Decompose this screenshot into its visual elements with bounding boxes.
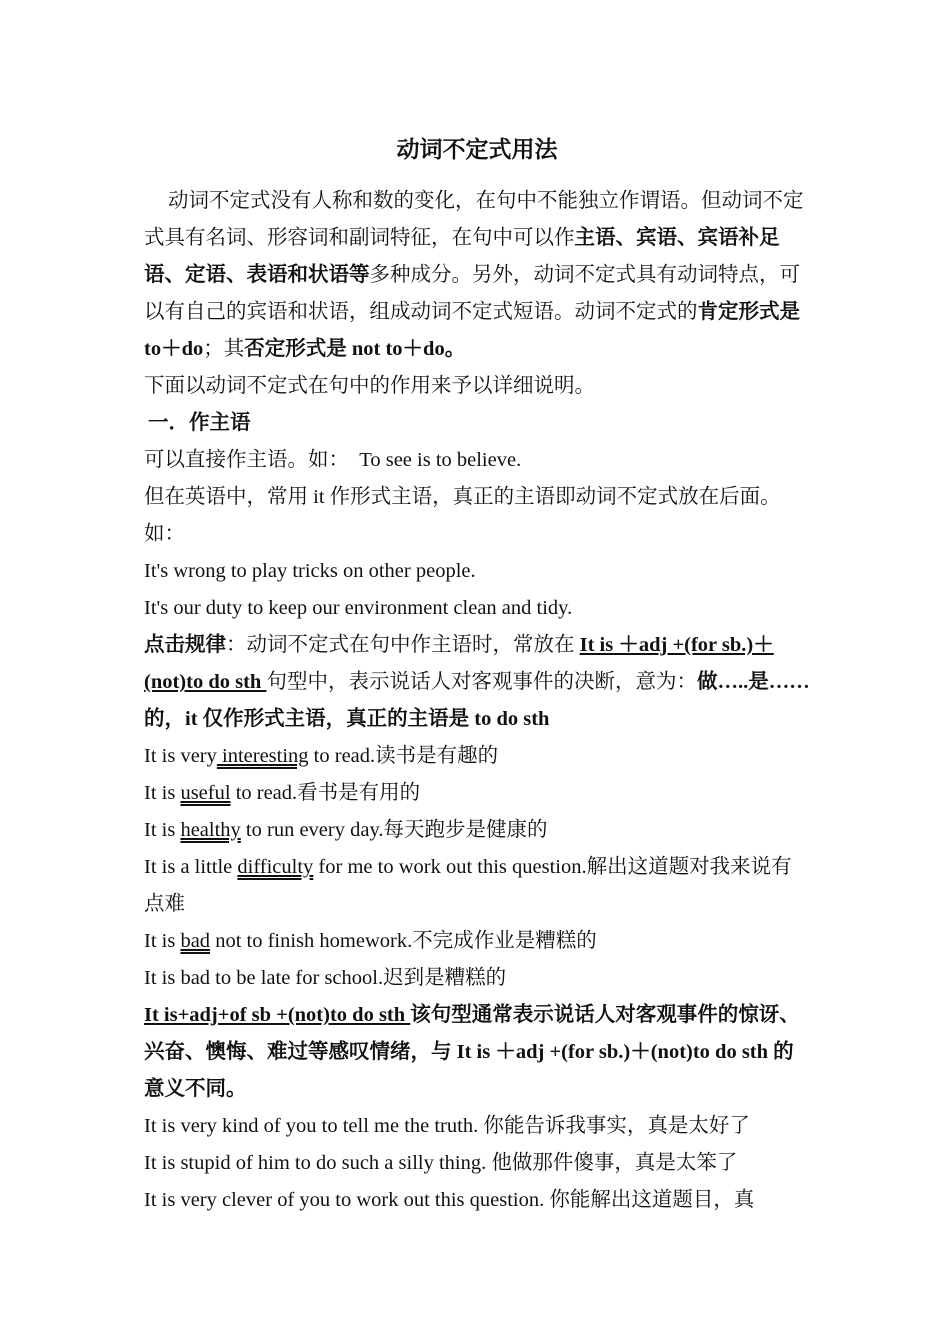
example-sentence xyxy=(144,738,810,775)
example-sentence xyxy=(144,812,810,849)
example-adjective: bad xyxy=(180,930,211,952)
example-post: to read.看书是有用的 xyxy=(230,782,421,804)
example-post: to read.读书是有趣的 xyxy=(308,745,499,767)
intro-paragraph xyxy=(144,183,810,368)
example-sentence: It is stupid of him to do such a silly thing. 他做那件傻事，真是太笨了 xyxy=(144,1152,738,1174)
example-pre: It is very xyxy=(144,745,217,767)
example-pre: It is a little xyxy=(144,856,238,878)
intro-text-c: 多种成分。另外，动词不定式具有动词特点，可以有自己的宾语和状语，组成动词不定式短语。动词不定式的 xyxy=(144,264,800,323)
intro-negative-form: 否定形式是 not to＋do。 xyxy=(244,338,466,360)
intro-text-a: 动词不定式没有人称和数的变化，在句中不能独立作谓语。但动词不定式具有名词、形容词和副词特征，在句中可以作 xyxy=(144,190,804,249)
example-sentence xyxy=(144,923,810,960)
section-heading-subject: 一．作主语 xyxy=(148,412,251,434)
intro-positive-form: 肯定形式是 to＋do xyxy=(144,301,800,360)
example-sentence xyxy=(144,849,810,923)
rule-label: 点击规律 xyxy=(144,634,226,656)
example-adjective: useful xyxy=(180,782,231,804)
page-title: 动词不定式用法 xyxy=(396,137,558,162)
example-post: to run every day.每天跑步是健康的 xyxy=(240,819,548,841)
subject-direct-line: 可以直接作主语。如： To see is to believe. xyxy=(144,449,522,471)
rule2-paragraph xyxy=(144,997,810,1108)
document-body xyxy=(144,131,810,1219)
example-pre: It is xyxy=(144,782,181,804)
intro-functions-bold: 主语、宾语、宾语补足语、定语、表语和状语等 xyxy=(144,227,780,286)
rule-pattern: It is ＋adj +(for sb.)＋(not)to do sth xyxy=(144,634,774,693)
example-sentence: It's wrong to play tricks on other people. xyxy=(144,560,476,582)
example-pre: It is xyxy=(144,819,181,841)
example-adjective: healthy xyxy=(180,819,241,841)
example-adjective: difficulty xyxy=(237,856,314,878)
example-sentence: It is very clever of you to work out this question. 你能解出这道题目，真 xyxy=(144,1189,755,1211)
example-pre: It is xyxy=(144,930,181,952)
example-post: for me to work out this question.解出这道题对我来说有点难 xyxy=(144,856,792,915)
subject-formal-it-line: 但在英语中，常用 it 作形式主语，真正的主语即动词不定式放在后面。如： xyxy=(144,486,781,545)
intro-text-e: ；其 xyxy=(203,338,245,360)
rule2-text: 该句型通常表示说话人对客观事件的惊讶、兴奋、懊悔、难过等感叹情绪，与 It is ＋adj +(for sb.)＋(not)to do sth 的意义不同。 xyxy=(144,1004,800,1100)
example-sentence: It's our duty to keep our environment clean and tidy. xyxy=(144,597,573,619)
explain-line: 下面以动词不定式在句中的作用来予以详细说明。 xyxy=(144,375,595,397)
example-post: not to finish homework.不完成作业是糟糕的 xyxy=(210,930,597,952)
example-sentence xyxy=(144,775,810,812)
rule-paragraph xyxy=(144,627,810,738)
example-sentence: It is very kind of you to tell me the truth. 你能告诉我事实，真是太好了 xyxy=(144,1115,750,1137)
rule-intro-text: ：动词不定式在句中作主语时，常放在 xyxy=(226,634,580,656)
example-sentence: It is bad to be late for school.迟到是糟糕的 xyxy=(144,967,507,989)
rule-mid-text: 句型中，表示说话人对客观事件的决断，意为： xyxy=(266,671,697,693)
example-adjective: interesting xyxy=(216,745,309,767)
rule2-pattern: It is+adj+of sb +(not)to do sth xyxy=(144,1004,411,1026)
rule-meaning: 做…..是……的，it 仅作形式主语，真正的主语是 to do sth xyxy=(144,671,810,730)
